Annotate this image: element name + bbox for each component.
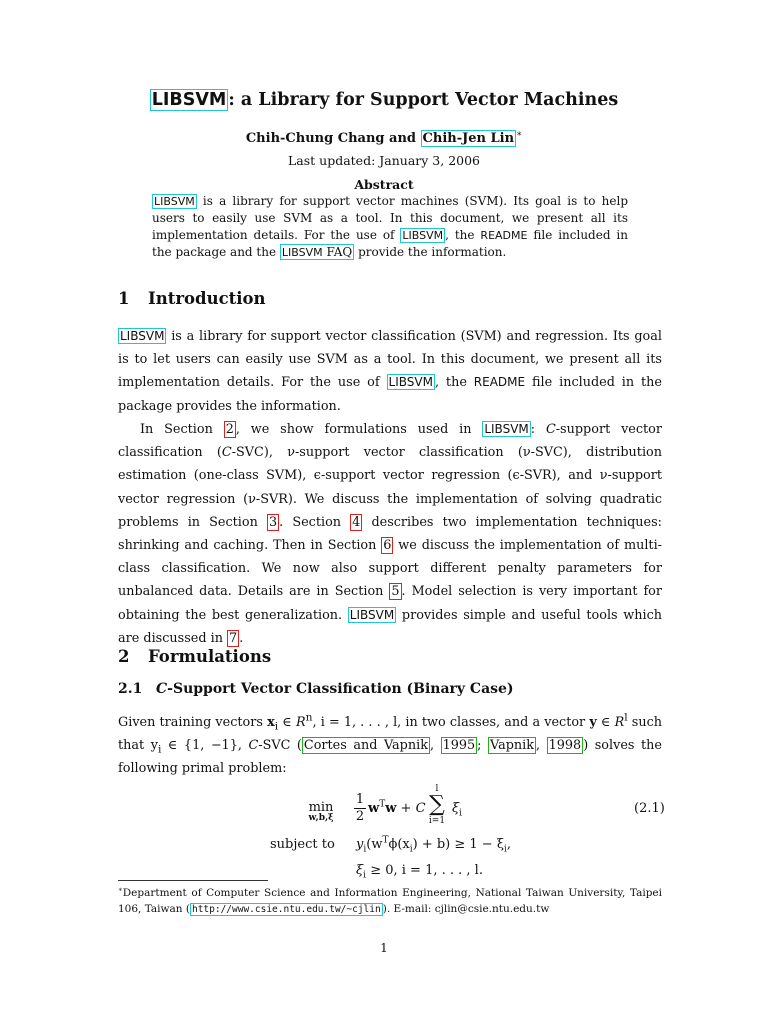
subject-to-label: subject to: [270, 837, 335, 852]
citation-year-1995[interactable]: 1995: [442, 738, 476, 754]
paper-title: LIBSVM : a Library for Support Vector Machines: [151, 90, 619, 110]
equation-label[interactable]: (2.1): [634, 801, 665, 816]
equation-fraction: 1 2: [355, 792, 365, 824]
section-ref-6[interactable]: 6: [383, 538, 392, 554]
homepage-url-link[interactable]: http://www.csie.ntu.edu.tw/~cjlin: [191, 903, 381, 915]
section-ref-4[interactable]: 4: [352, 514, 361, 530]
abstract-body: LIBSVM is a library for support vector machines (SVM). Its goal is to help users to easily use SVM as a tool. In this document, we present all its implementation details. For the use of LIBSVM , the README file included in the package and the LIBSVM FAQ provide the information.: [152, 194, 628, 259]
equation-objective: $w^Tw + C$: [368, 799, 426, 816]
last-updated: Last updated: January 3, 2006: [287, 153, 481, 168]
citation-year-1998[interactable]: 1998: [548, 738, 582, 754]
equation-sum: l ∑ i=1: [428, 784, 446, 826]
intro-paragraph-2: In Section 2 , we show formulations used in LIBSVM : C-support vector classification (C-SVC), ν-support vector classification (ν-SVC), distribution estimation (one-class SVM), ϵ-support vector regression (ϵ-SVR), and ν-support vector regression (ν-SVR). We discuss the implementation of solving quadratic problems in Section 3 . Section 4 describes two implementation techniques: shrinking and caching. Then in Section 6 we discuss the implementation of multi-class classification. We now also support different penalty parameters for unbalanced data. Details are in Section 5 . Model selection is very important for obtaining the best generalization. LIBSVM provides simple and useful tools which are discussed in 7 .: [118, 422, 662, 646]
libsvm-link[interactable]: LIBSVM: [484, 422, 529, 436]
intro-paragraph-1: LIBSVM is a library for support vector classification (SVM) and regression. Its goal is to let users can easily use SVM as a tool. In this document, we present all its implementation details. For the use of LIBSVM , the README file included in the package provides the information.: [118, 329, 662, 414]
section-ref-5[interactable]: 5: [391, 584, 400, 600]
author-first: Chih-Chung Chang: [245, 131, 385, 146]
equation-min: min w,b,ξ: [308, 800, 334, 823]
author-footnote-mark[interactable]: ∗: [516, 129, 523, 140]
libsvm-link[interactable]: LIBSVM: [402, 228, 444, 242]
libsvm-title-link[interactable]: LIBSVM: [151, 90, 227, 110]
section-ref-3[interactable]: 3: [268, 514, 278, 530]
section-ref-7[interactable]: 7: [229, 630, 238, 646]
footnote-rule: [118, 880, 268, 881]
section-heading-formulations: 2 Formulations: [118, 647, 272, 666]
citation-vapnik[interactable]: Vapnik: [490, 738, 534, 754]
libsvm-link[interactable]: LIBSVM: [154, 195, 195, 208]
author-second-link[interactable]: Chih-Jen Lin: [422, 131, 515, 146]
libsvm-link[interactable]: LIBSVM: [120, 329, 165, 343]
libsvm-faq-link[interactable]: LIBSVM FAQ: [281, 244, 353, 259]
readme-text: README: [480, 228, 528, 242]
footnote: ∗Department of Computer Science and Information Engineering, National Taiwan University, Taipei 106, Taiwan ( http://www.csie.ntu.edu.tw/~cjlin ). E-mail: cjlin@csie.ntu.edu.tw: [118, 885, 662, 915]
libsvm-link[interactable]: LIBSVM: [388, 375, 433, 390]
readme-text: README: [473, 375, 526, 390]
subsection-heading-csvc: 2.1 C-Support Vector Classification (Binary Case): [118, 681, 514, 697]
libsvm-link[interactable]: LIBSVM: [349, 607, 395, 622]
formulation-paragraph: Given training vectors $x_i$ ∈ $R^n$, i = 1, . . . , l, in two classes, and a vector y ∈ $R^l$ such that $y_i$ ∈ {1, −1}, C-SVC ( Cortes and Vapnik , 1995 ; Vapnik , 1998 ) solves the following primal problem:: [118, 710, 662, 777]
section-ref-2[interactable]: 2: [225, 422, 234, 437]
section-heading-introduction: 1 Introduction: [118, 289, 266, 308]
author-line: Chih-Chung Chang and Chih-Jen Lin ∗: [245, 129, 523, 146]
equation-slack: $\xi_i$: [452, 801, 463, 819]
page-number: 1: [380, 941, 388, 955]
constraint-1: $y_i(w^T\phi(x_i) + b) \ge 1 - \xi_i$,: [356, 835, 512, 855]
citation-cortes-vapnik[interactable]: Cortes and Vapnik: [303, 738, 428, 754]
abstract-heading: Abstract: [354, 177, 414, 192]
constraint-2: $\xi_i \ge 0$, i = 1, . . . , l.: [356, 863, 483, 881]
